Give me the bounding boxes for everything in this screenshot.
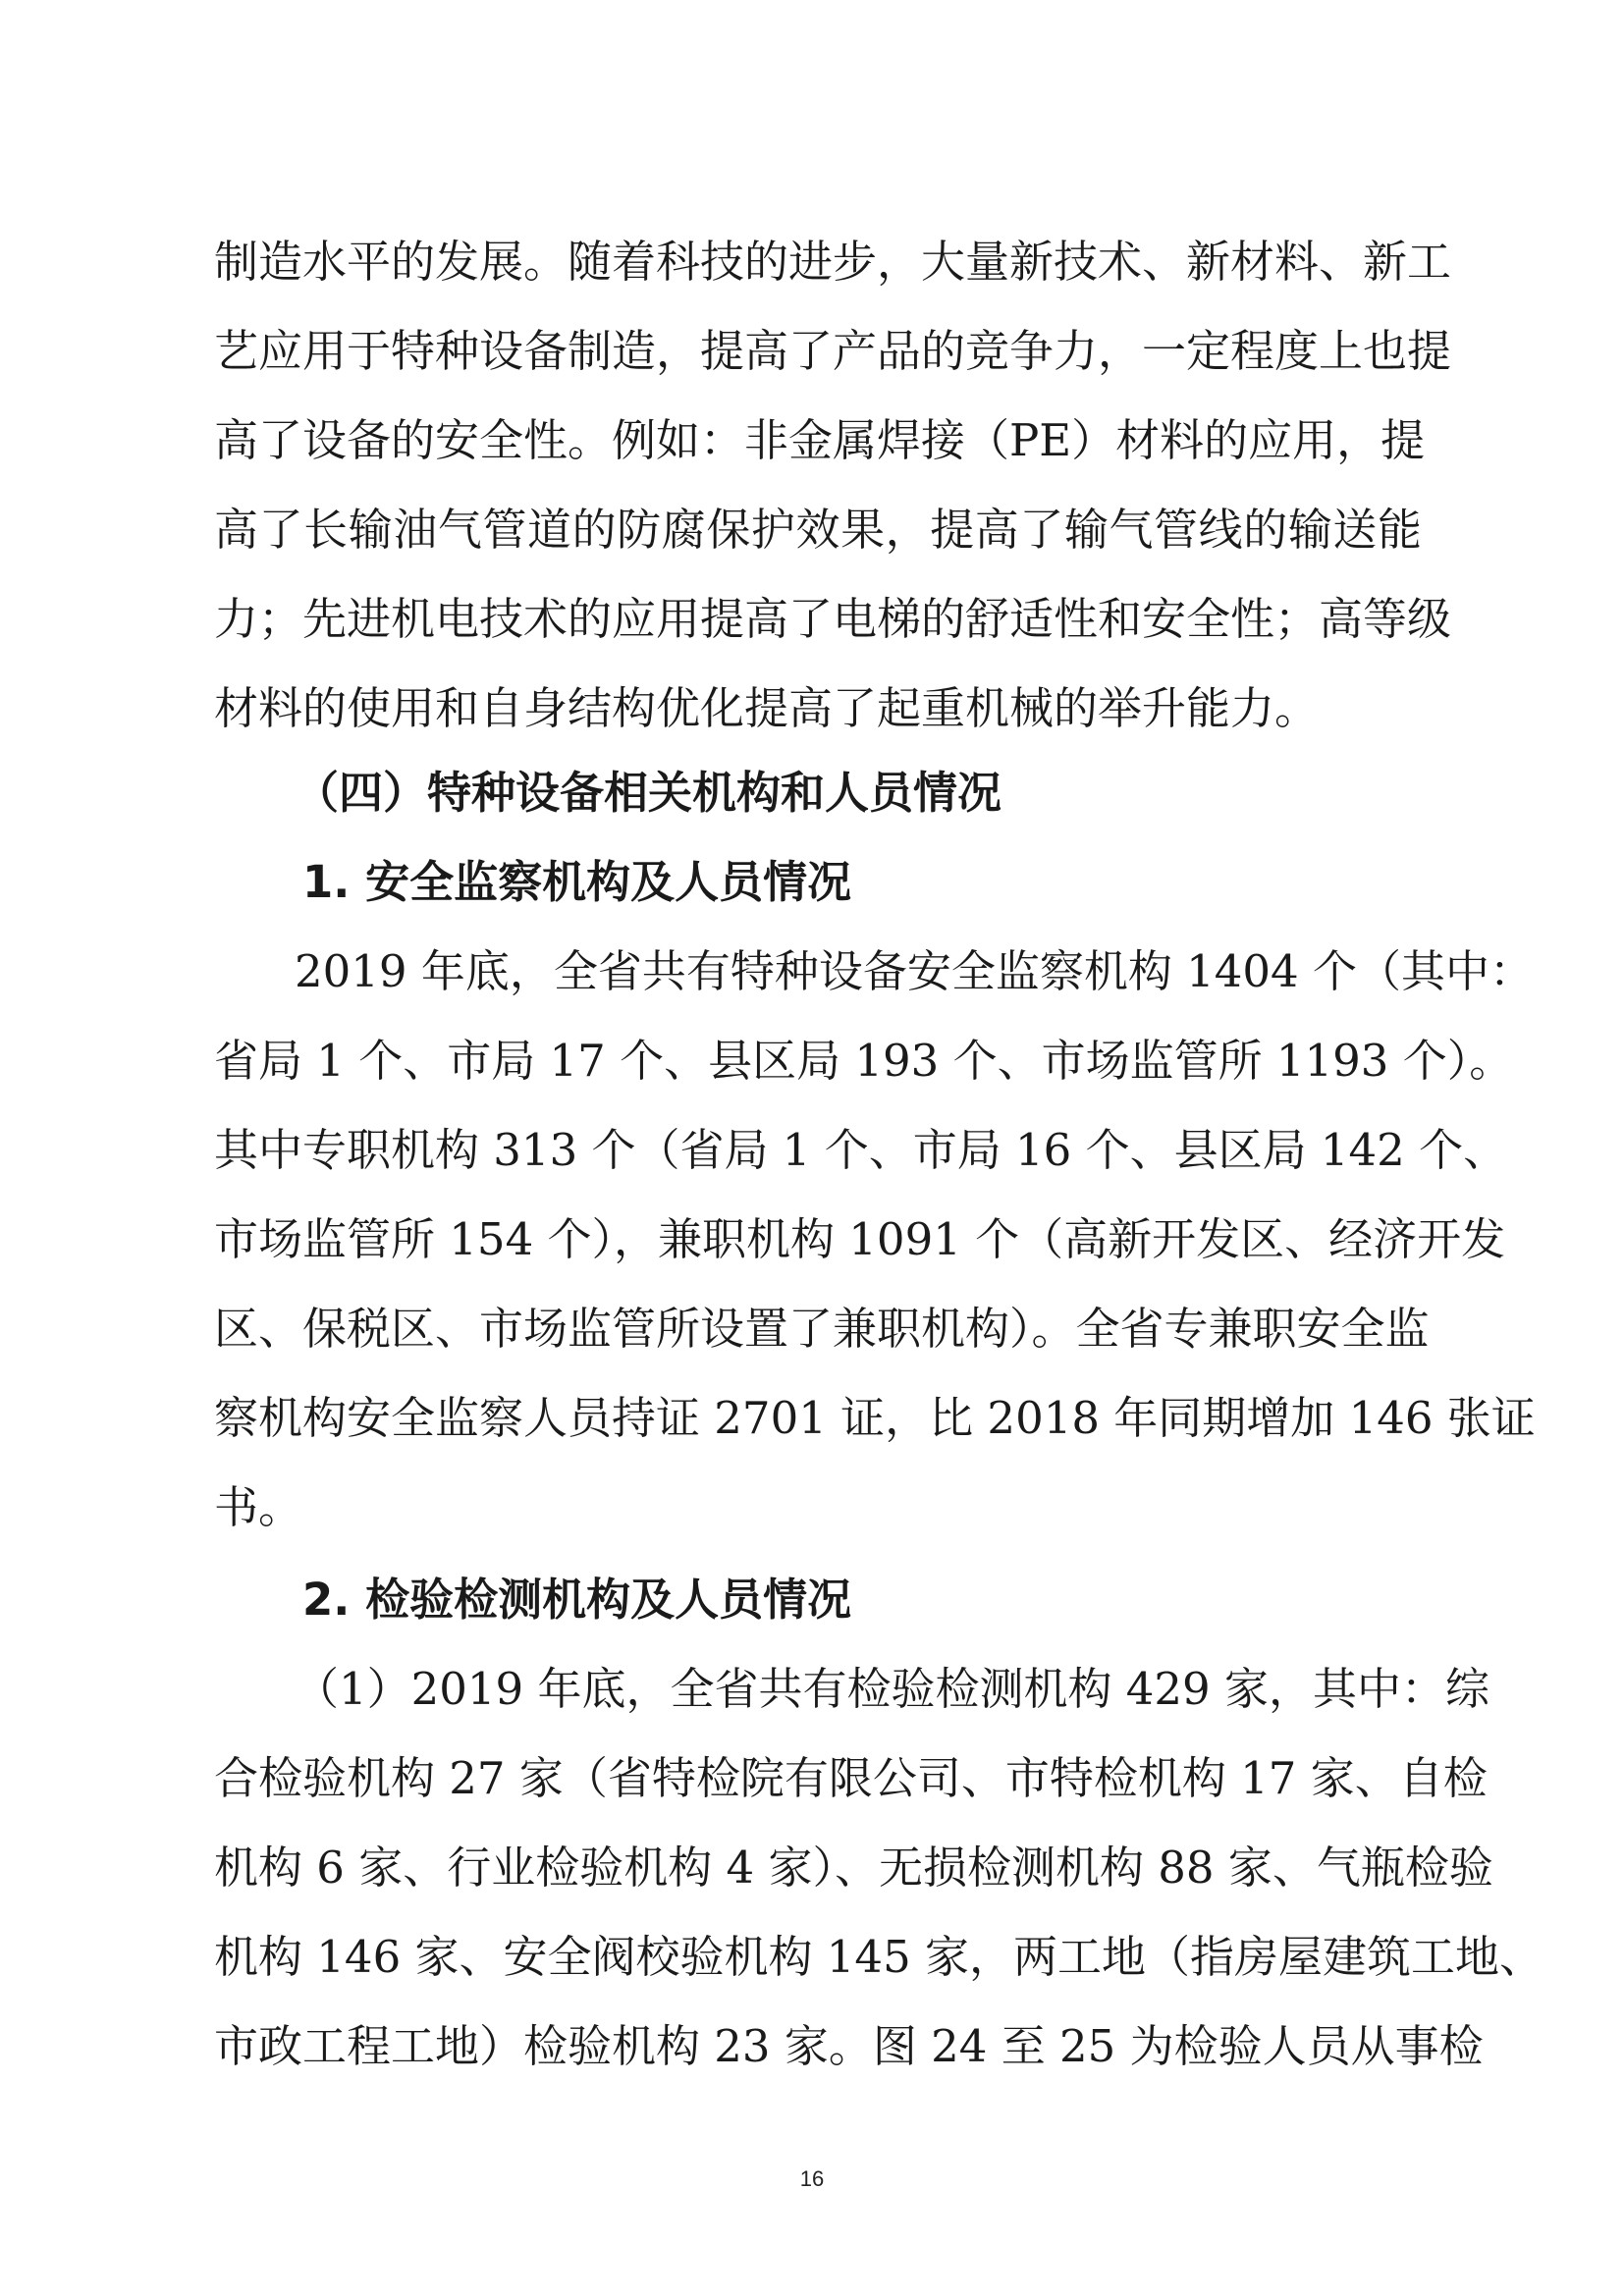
text-line: 区、保税区、市场监管所设置了兼职机构）。全省专兼职安全监 [214,1303,1430,1355]
page-number: 16 [799,2166,825,2191]
text-line: （1）2019 年底，全省共有检验检测机构 429 家，其中：综 [295,1663,1489,1715]
text-line: 其中专职机构 313 个（省局 1 个、市局 16 个、县区局 142 个、 [214,1124,1508,1176]
text-line: 力；先进机电技术的应用提高了电梯的舒适性和安全性；高等级 [214,593,1452,645]
text-line: 察机构安全监察人员持证 2701 证，比 2018 年同期增加 146 张证 [214,1392,1536,1444]
section-heading: （四）特种设备相关机构和人员情况 [295,767,1002,819]
text-line: 市场监管所 154 个），兼职机构 1091 个（高新开发区、经济开发 [214,1213,1506,1265]
text-line: 书。 [214,1481,303,1533]
text-line: 市政工程工地）检验机构 23 家。图 24 至 25 为检验人员从事检 [214,2020,1484,2072]
text-line: 高了长输油气管道的防腐保护效果，提高了输气管线的输送能 [214,504,1422,556]
text-line: 机构 146 家、安全阀校验机构 145 家，两工地（指房屋建筑工地、 [214,1931,1544,1983]
text-line: 艺应用于特种设备制造，提高了产品的竞争力，一定程度上也提 [214,325,1452,377]
text-line: 2019 年底，全省共有特种设备安全监察机构 1404 个（其中： [295,945,1534,997]
text-line: 合检验机构 27 家（省特检院有限公司、市特检机构 17 家、自检 [214,1752,1488,1804]
text-line: 机构 6 家、行业检验机构 4 家）、无损检测机构 88 家、气瓶检验 [214,1842,1493,1894]
text-line: 省局 1 个、市局 17 个、县区局 193 个、市场监管所 1193 个）。 [214,1035,1514,1087]
text-line: 制造水平的发展。随着科技的进步，大量新技术、新材料、新工 [214,236,1452,288]
subsection-1-heading: 1. 安全监察机构及人员情况 [302,856,852,908]
text-line: 材料的使用和自身结构优化提高了起重机械的举升能力。 [214,682,1320,734]
text-line: 高了设备的安全性。例如：非金属焊接（PE）材料的应用，提 [214,414,1426,466]
subsection-2-heading: 2. 检验检测机构及人员情况 [302,1574,852,1626]
